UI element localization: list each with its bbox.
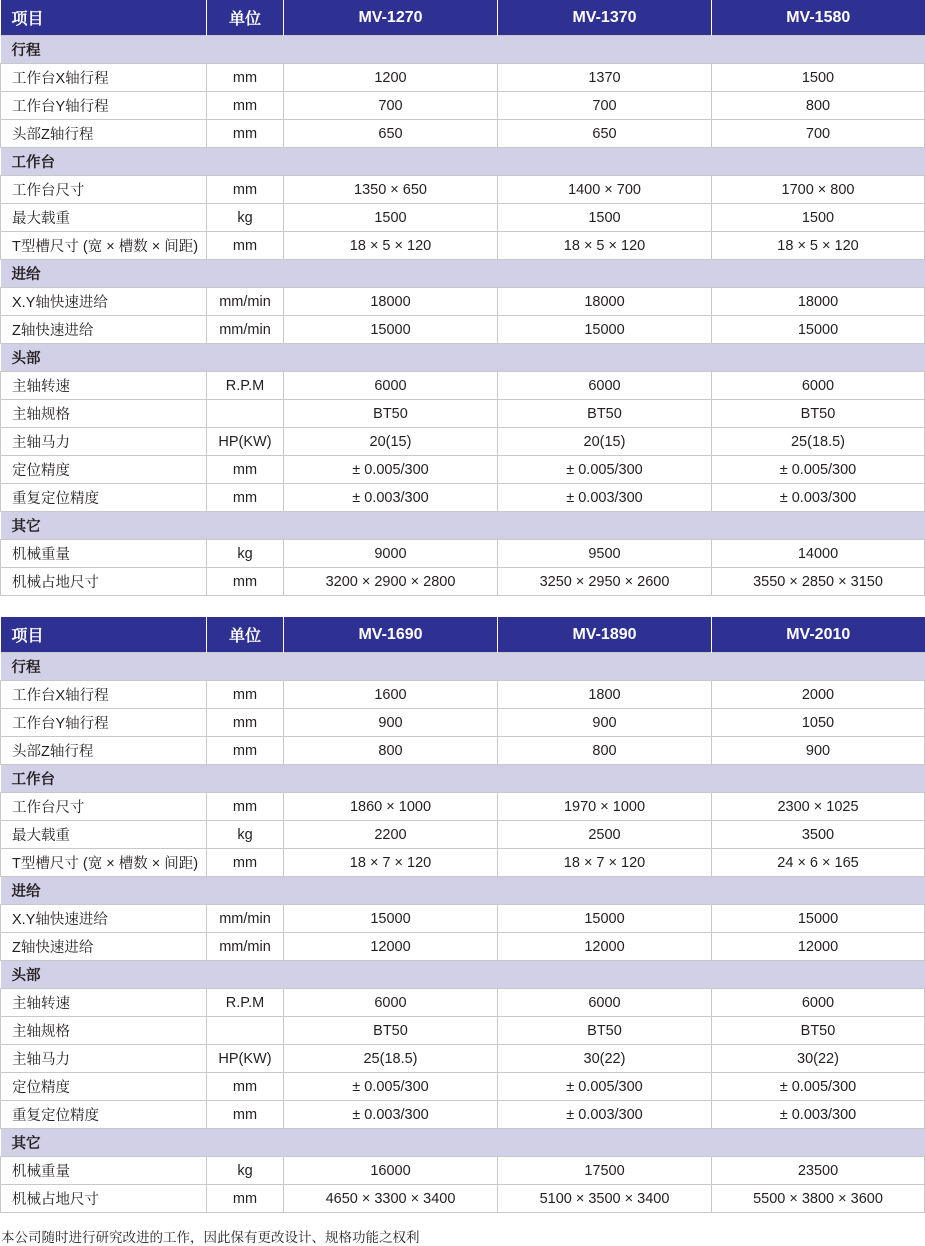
spec-value: ± 0.003/300	[712, 1101, 925, 1129]
spec-value: 9000	[284, 540, 498, 568]
spec-value: 800	[712, 92, 925, 120]
spec-value: 1500	[712, 204, 925, 232]
section-row	[1, 653, 925, 681]
header-item: 项目	[1, 617, 207, 653]
spec-value: 5100 × 3500 × 3400	[498, 1185, 712, 1213]
spec-value: 700	[284, 92, 498, 120]
spec-unit: R.P.M	[207, 989, 284, 1017]
spec-value: 17500	[498, 1157, 712, 1185]
spec-value: 2500	[498, 821, 712, 849]
spec-value: 650	[284, 120, 498, 148]
spec-label: 机械占地尺寸	[1, 568, 207, 596]
spec-unit: HP(KW)	[207, 1045, 284, 1073]
spec-value: 700	[498, 92, 712, 120]
table-row	[1, 232, 925, 260]
spec-value: BT50	[498, 1017, 712, 1045]
section-row	[1, 877, 925, 905]
table-row	[1, 176, 925, 204]
header-unit: 单位	[207, 617, 284, 653]
spec-label: 主轴转速	[1, 372, 207, 400]
table-row	[1, 400, 925, 428]
spec-value: 18000	[498, 288, 712, 316]
spec-unit: mm	[207, 232, 284, 260]
spec-unit	[207, 1017, 284, 1045]
spec-label: T型槽尺寸 (宽 × 槽数 × 间距)	[1, 849, 207, 877]
spec-unit: mm	[207, 92, 284, 120]
spec-value: ± 0.005/300	[498, 1073, 712, 1101]
table-header	[1, 0, 925, 36]
table-body	[1, 36, 925, 596]
section-row	[1, 961, 925, 989]
spec-unit: kg	[207, 821, 284, 849]
spec-value: 2300 × 1025	[712, 793, 925, 821]
spec-label: 主轴规格	[1, 1017, 207, 1045]
spec-unit: mm	[207, 64, 284, 92]
spec-unit: mm	[207, 176, 284, 204]
spec-value: 30(22)	[498, 1045, 712, 1073]
spec-value: 6000	[284, 372, 498, 400]
spec-value: 18 × 7 × 120	[498, 849, 712, 877]
spec-label: Z轴快速进给	[1, 316, 207, 344]
table-header	[1, 617, 925, 653]
spec-label: Z轴快速进给	[1, 933, 207, 961]
header-unit: 单位	[207, 0, 284, 36]
table-row	[1, 1073, 925, 1101]
table-row	[1, 204, 925, 232]
spec-value: 18 × 5 × 120	[712, 232, 925, 260]
header-row	[1, 0, 925, 36]
spec-value: ± 0.003/300	[498, 484, 712, 512]
spec-label: 主轴马力	[1, 1045, 207, 1073]
table-row	[1, 821, 925, 849]
spec-unit: mm	[207, 456, 284, 484]
spec-label: 主轴马力	[1, 428, 207, 456]
header-model: MV-1690	[284, 617, 498, 653]
spec-value: 14000	[712, 540, 925, 568]
spec-value: 16000	[284, 1157, 498, 1185]
spec-value: 3250 × 2950 × 2600	[498, 568, 712, 596]
spec-value: 1800	[498, 681, 712, 709]
table-row	[1, 681, 925, 709]
spec-value: 18 × 5 × 120	[284, 232, 498, 260]
header-model: MV-2010	[712, 617, 925, 653]
table-row	[1, 709, 925, 737]
spec-unit: mm	[207, 568, 284, 596]
spec-value: ± 0.003/300	[284, 1101, 498, 1129]
spec-value: BT50	[284, 400, 498, 428]
table-row	[1, 849, 925, 877]
spec-unit: kg	[207, 1157, 284, 1185]
spec-value: ± 0.003/300	[498, 1101, 712, 1129]
spec-unit: mm/min	[207, 905, 284, 933]
table-row	[1, 1045, 925, 1073]
spec-label: 主轴规格	[1, 400, 207, 428]
table-row	[1, 933, 925, 961]
spec-label: 定位精度	[1, 456, 207, 484]
spec-value: BT50	[712, 1017, 925, 1045]
section-row	[1, 512, 925, 540]
spec-label: 重复定位精度	[1, 1101, 207, 1129]
spec-value: BT50	[712, 400, 925, 428]
spec-value: 15000	[712, 316, 925, 344]
spec-value: 20(15)	[284, 428, 498, 456]
section-row	[1, 344, 925, 372]
table-row	[1, 1017, 925, 1045]
spec-label: X.Y轴快速进给	[1, 288, 207, 316]
spec-label: 工作台X轴行程	[1, 64, 207, 92]
spec-unit: HP(KW)	[207, 428, 284, 456]
spec-value: 12000	[712, 933, 925, 961]
section-row	[1, 260, 925, 288]
spec-value: 900	[712, 737, 925, 765]
table-row	[1, 288, 925, 316]
section-row	[1, 1129, 925, 1157]
spec-value: 1700 × 800	[712, 176, 925, 204]
spec-unit: mm/min	[207, 933, 284, 961]
spec-value: 1370	[498, 64, 712, 92]
spec-value: 6000	[712, 989, 925, 1017]
table-row	[1, 1157, 925, 1185]
spec-value: 6000	[498, 372, 712, 400]
spec-label: 重复定位精度	[1, 484, 207, 512]
section-title: 进给	[1, 877, 925, 905]
spec-value: 2000	[712, 681, 925, 709]
spec-value: 5500 × 3800 × 3600	[712, 1185, 925, 1213]
spec-value: 1200	[284, 64, 498, 92]
section-title: 其它	[1, 512, 925, 540]
spec-label: 机械占地尺寸	[1, 1185, 207, 1213]
spec-value: 1600	[284, 681, 498, 709]
spec-unit: kg	[207, 204, 284, 232]
spec-label: T型槽尺寸 (宽 × 槽数 × 间距)	[1, 232, 207, 260]
spec-unit: mm	[207, 1073, 284, 1101]
table-row	[1, 540, 925, 568]
spec-value: 1400 × 700	[498, 176, 712, 204]
spec-value: 1860 × 1000	[284, 793, 498, 821]
spec-value: 1050	[712, 709, 925, 737]
spec-value: 2200	[284, 821, 498, 849]
spec-value: 25(18.5)	[284, 1045, 498, 1073]
table-row	[1, 568, 925, 596]
spec-label: 工作台Y轴行程	[1, 92, 207, 120]
table-row	[1, 64, 925, 92]
spec-unit: mm	[207, 484, 284, 512]
section-title: 头部	[1, 961, 925, 989]
spec-value: 1350 × 650	[284, 176, 498, 204]
table-row	[1, 793, 925, 821]
spec-value: 18 × 5 × 120	[498, 232, 712, 260]
spec-value: 650	[498, 120, 712, 148]
spec-value: 15000	[498, 316, 712, 344]
spec-value: ± 0.003/300	[712, 484, 925, 512]
header-model: MV-1890	[498, 617, 712, 653]
table-row	[1, 905, 925, 933]
section-title: 工作台	[1, 148, 925, 176]
section-row	[1, 765, 925, 793]
table-row	[1, 92, 925, 120]
spec-value: 15000	[712, 905, 925, 933]
spec-value: 23500	[712, 1157, 925, 1185]
spec-value: ± 0.005/300	[712, 1073, 925, 1101]
section-title: 头部	[1, 344, 925, 372]
spec-unit: mm	[207, 120, 284, 148]
spec-value: 12000	[284, 933, 498, 961]
section-title: 进给	[1, 260, 925, 288]
spec-value: 6000	[284, 989, 498, 1017]
spec-value: 3550 × 2850 × 3150	[712, 568, 925, 596]
spec-unit: mm	[207, 737, 284, 765]
spec-value: ± 0.003/300	[284, 484, 498, 512]
spec-value: 6000	[712, 372, 925, 400]
spec-unit: mm	[207, 681, 284, 709]
footnote: 本公司随时进行研究改进的工作，因此保有更改设计、规格功能之权利	[1, 1230, 420, 1245]
header-item: 项目	[1, 0, 207, 36]
spec-value: 9500	[498, 540, 712, 568]
spec-value: 15000	[284, 316, 498, 344]
table-row	[1, 1101, 925, 1129]
spec-value: 800	[284, 737, 498, 765]
table-row	[1, 372, 925, 400]
spec-unit: mm	[207, 709, 284, 737]
spec-unit: R.P.M	[207, 372, 284, 400]
spec-value: ± 0.005/300	[498, 456, 712, 484]
spec-value: 25(18.5)	[712, 428, 925, 456]
table-row	[1, 484, 925, 512]
spec-value: BT50	[284, 1017, 498, 1045]
spec-unit: mm/min	[207, 288, 284, 316]
spec-value: ± 0.005/300	[712, 456, 925, 484]
spec-unit: mm	[207, 1185, 284, 1213]
spec-label: 工作台尺寸	[1, 176, 207, 204]
table-row	[1, 1185, 925, 1213]
spec-label: 最大载重	[1, 821, 207, 849]
spec-value: 900	[284, 709, 498, 737]
spec-label: 机械重量	[1, 1157, 207, 1185]
spec-unit: mm	[207, 1101, 284, 1129]
spec-unit: mm	[207, 793, 284, 821]
header-model: MV-1370	[498, 0, 712, 36]
spec-label: 头部Z轴行程	[1, 737, 207, 765]
spec-value: 18000	[284, 288, 498, 316]
spec-unit: kg	[207, 540, 284, 568]
spec-value: 15000	[498, 905, 712, 933]
section-row	[1, 148, 925, 176]
spec-value: BT50	[498, 400, 712, 428]
spec-value: 30(22)	[712, 1045, 925, 1073]
table-row	[1, 316, 925, 344]
spec-value: 3200 × 2900 × 2800	[284, 568, 498, 596]
spec-unit	[207, 400, 284, 428]
spec-table-2	[0, 617, 925, 1213]
spec-label: X.Y轴快速进给	[1, 905, 207, 933]
spec-value: 1500	[712, 64, 925, 92]
spec-label: 工作台Y轴行程	[1, 709, 207, 737]
spec-value: 3500	[712, 821, 925, 849]
spec-value: ± 0.005/300	[284, 1073, 498, 1101]
spec-unit: mm	[207, 849, 284, 877]
section-title: 行程	[1, 36, 925, 64]
spec-label: 工作台X轴行程	[1, 681, 207, 709]
table-row	[1, 428, 925, 456]
table-row	[1, 737, 925, 765]
section-title: 行程	[1, 653, 925, 681]
spec-value: 1970 × 1000	[498, 793, 712, 821]
header-model: MV-1580	[712, 0, 925, 36]
spec-table-1	[0, 0, 925, 596]
spec-value: 24 × 6 × 165	[712, 849, 925, 877]
spec-value: 1500	[284, 204, 498, 232]
section-title: 其它	[1, 1129, 925, 1157]
table-row	[1, 989, 925, 1017]
spec-label: 定位精度	[1, 1073, 207, 1101]
spec-value: 18000	[712, 288, 925, 316]
spec-label: 机械重量	[1, 540, 207, 568]
spec-value: 6000	[498, 989, 712, 1017]
header-model: MV-1270	[284, 0, 498, 36]
spec-value: 900	[498, 709, 712, 737]
spec-label: 最大载重	[1, 204, 207, 232]
spec-value: 12000	[498, 933, 712, 961]
table-body	[1, 653, 925, 1213]
spec-value: 15000	[284, 905, 498, 933]
spec-unit: mm/min	[207, 316, 284, 344]
header-row	[1, 617, 925, 653]
table-row	[1, 120, 925, 148]
spec-value: 1500	[498, 204, 712, 232]
spec-value: 20(15)	[498, 428, 712, 456]
spec-label: 头部Z轴行程	[1, 120, 207, 148]
spec-label: 工作台尺寸	[1, 793, 207, 821]
table-row	[1, 456, 925, 484]
spec-value: 18 × 7 × 120	[284, 849, 498, 877]
spec-value: ± 0.005/300	[284, 456, 498, 484]
spec-value: 700	[712, 120, 925, 148]
spec-value: 800	[498, 737, 712, 765]
spec-label: 主轴转速	[1, 989, 207, 1017]
section-title: 工作台	[1, 765, 925, 793]
spec-value: 4650 × 3300 × 3400	[284, 1185, 498, 1213]
section-row	[1, 36, 925, 64]
